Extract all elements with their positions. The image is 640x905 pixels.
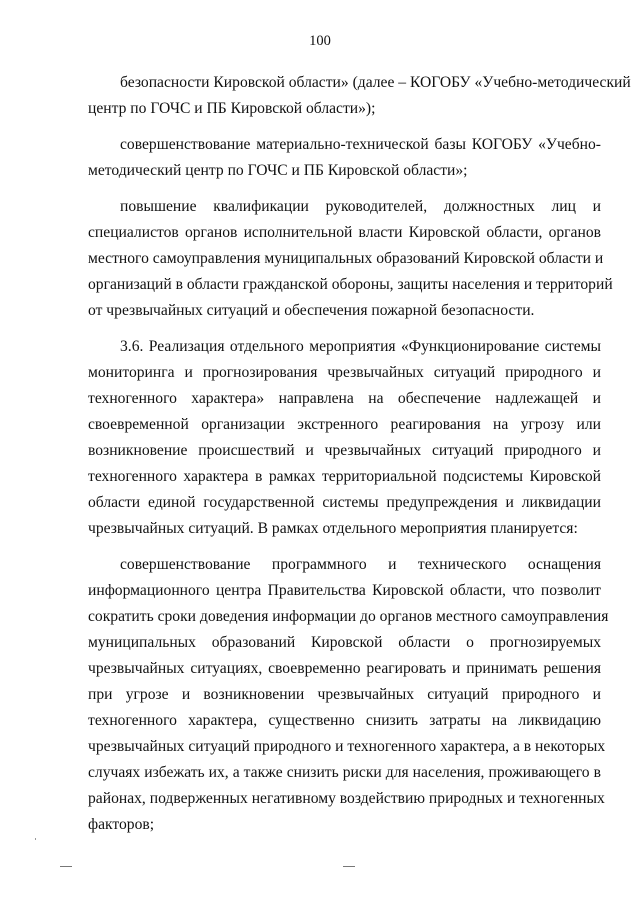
page-number: 100 [309, 33, 331, 49]
text-line: специалистов органов исполнительной власти Кировской области, органов [88, 224, 601, 241]
paragraph-4 [88, 334, 601, 542]
text-line: техногенного характера» направлена на обеспечение надлежащей и [88, 390, 601, 407]
scan-footer-marks [0, 866, 640, 872]
text-line: при угрозе и возникновении чрезвычайных ситуаций природного и [88, 686, 601, 703]
text-line: мониторинга и прогнозирования чрезвычайных ситуаций природного и [88, 364, 601, 381]
text-line: своевременной организации экстренного реагирования на угрозу или [88, 416, 601, 433]
text-line: чрезвычайных ситуаций природного и техногенного характера, а в некоторых [88, 738, 606, 755]
paragraph-3 [88, 194, 613, 324]
text-line: безопасности Кировской области» (далее – КОГОБУ «Учебно-методический [120, 74, 631, 91]
document-body [88, 70, 631, 848]
text-line: информационного центра Правительства Кировской области, что позволит [88, 582, 601, 599]
text-line: муниципальных образований Кировской области о прогнозируемых [88, 634, 601, 651]
text-line: организаций в области гражданской обороны, защиты населения и территорий [88, 276, 613, 293]
text-line: местного самоуправления муниципальных образований Кировской области и [88, 250, 604, 267]
text-line: повышение квалификации руководителей, должностных лиц и [120, 198, 601, 215]
text-line: центр по ГОЧС и ПБ Кировской области»); [88, 100, 376, 117]
scan-mark-center [343, 866, 355, 867]
paragraph-5 [88, 552, 609, 838]
text-line: случаях избежать их, а также снизить риски для населения, проживающего в [88, 764, 601, 781]
paragraph-1 [88, 70, 631, 122]
text-line: 3.6. Реализация отдельного мероприятия «Функционирование системы [120, 338, 601, 355]
text-line: возникновение происшествий и чрезвычайных ситуаций природного и [88, 442, 601, 459]
text-line: области единой государственной системы предупреждения и ликвидации [88, 494, 601, 511]
text-line: методический центр по ГОЧС и ПБ Кировской области»; [88, 162, 468, 179]
paragraph-2 [88, 132, 601, 184]
text-line: техногенного характера в рамках территориальной подсистемы Кировской [88, 468, 601, 485]
text-line: техногенного характера, существенно снизить затраты на ликвидацию [88, 712, 601, 729]
text-line: районах, подверженных негативному воздействию природных и техногенных [88, 790, 605, 807]
text-line: совершенствование материально-технической базы КОГОБУ «Учебно- [120, 136, 601, 153]
text-line: чрезвычайных ситуаций. В рамках отдельного мероприятия планируется: [88, 520, 578, 537]
text-line: факторов; [88, 816, 155, 833]
text-line: от чрезвычайных ситуаций и обеспечения пожарной безопасности. [88, 302, 535, 319]
scan-speck [35, 838, 36, 840]
text-line: сократить сроки доведения информации до органов местного самоуправления [88, 608, 609, 625]
text-line: совершенствование программного и технического оснащения [120, 556, 601, 573]
text-line: чрезвычайных ситуациях, своевременно реагировать и принимать решения [88, 660, 601, 677]
scan-mark-left [60, 866, 72, 867]
